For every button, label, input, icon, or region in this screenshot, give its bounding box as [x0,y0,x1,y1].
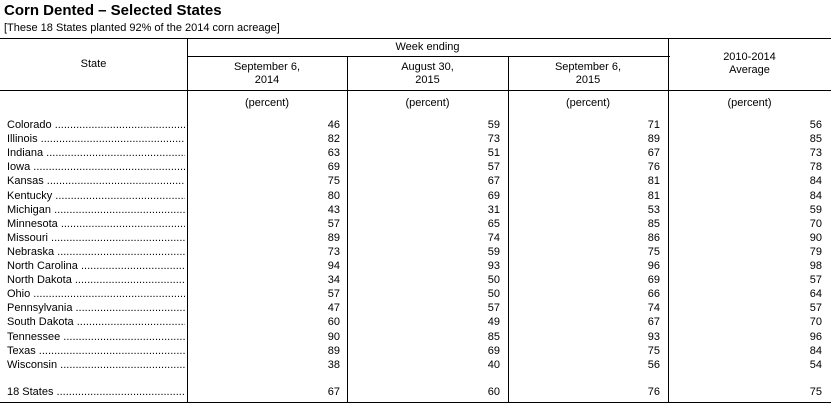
percent-value: 57 [809,302,822,315]
percent-value: 59 [809,203,822,216]
table-row [0,358,831,372]
percent-value: 94 [327,260,340,272]
percent-value: 85 [809,133,822,146]
table-row [0,203,831,217]
state-name: South Dakota ..... [7,315,185,329]
percent-value: 90 [809,231,822,244]
table-row [0,344,831,358]
percent-value: 63 [327,147,340,160]
percent-value: 56 [809,119,822,131]
table-row [0,231,831,245]
state-name: Tennessee ..... [7,330,185,344]
state-name: Kansas ..... [7,174,185,188]
header-col-average: 2010-2014 Average [723,51,776,76]
table-row [0,189,831,203]
percent-value: 89 [647,133,660,146]
percent-value: 69 [327,161,340,174]
percent-value: 81 [647,175,660,188]
table-row [0,273,831,287]
state-name: Missouri ..... [7,231,185,245]
table-row [0,217,831,231]
table-row [0,118,831,132]
state-name: Minnesota ..... [7,217,185,231]
percent-value: 67 [487,175,500,188]
table-row [0,385,831,399]
state-name: Iowa ..... [7,160,185,174]
percent-value: 74 [487,231,500,244]
percent-value: 73 [809,147,822,160]
state-name: Colorado ..... [7,118,185,132]
percent-value: 53 [647,203,660,216]
table-row [0,330,831,344]
header-col-sep6-2015: September 6, 2015 [554,61,622,86]
percent-value: 66 [647,288,660,301]
state-name: Michigan ..... [7,203,185,217]
percent-value: 82 [327,133,340,146]
percent-value: 81 [647,189,660,202]
unit-label: (percent) [244,97,290,109]
table-row [0,174,831,188]
percent-value: 57 [327,217,340,230]
percent-value: 80 [327,189,340,202]
table-row [0,132,831,146]
percent-value: 73 [327,245,340,258]
percent-value: 31 [487,203,500,216]
percent-value: 70 [809,217,822,230]
header-col-sep6-2014: September 6, 2014 [233,61,301,86]
percent-value: 89 [327,344,340,357]
percent-value: 57 [327,288,340,301]
percent-value: 75 [647,245,660,258]
bottom-rule [0,402,831,403]
percent-value: 56 [647,358,660,371]
table-title: Corn Dented – Selected States [4,2,222,19]
percent-value: 57 [487,161,500,174]
table-row [0,287,831,301]
week-ending-rule [187,56,670,57]
percent-value: 46 [327,119,340,131]
percent-value: 69 [487,344,500,357]
percent-value: 93 [487,260,500,272]
unit-label: (percent) [565,97,611,109]
percent-value: 59 [487,245,500,258]
state-name: Illinois ..... [7,132,185,146]
percent-value: 67 [647,147,660,160]
percent-value: 43 [327,203,340,216]
state-name: Kentucky ..... [7,189,185,203]
percent-value: 76 [647,161,660,174]
state-name: Pennsylvania ..... [7,301,185,315]
header-week-ending: Week ending [395,41,460,53]
header-col-aug30-2015: August 30, 2015 [401,61,454,86]
percent-value: 51 [487,147,500,160]
table-row [0,301,831,315]
percent-value: 78 [809,161,822,174]
table-row [0,146,831,160]
percent-value: 74 [647,302,660,315]
percent-value: 84 [809,175,822,188]
percent-value: 67 [327,386,340,398]
percent-value: 85 [647,217,660,230]
percent-value: 64 [809,288,822,301]
percent-value: 84 [809,344,822,357]
state-name: Texas ..... [7,344,185,358]
percent-value: 90 [327,330,340,343]
percent-value: 67 [647,316,660,329]
percent-value: 57 [809,274,822,287]
percent-value: 85 [487,330,500,343]
percent-value: 93 [647,330,660,343]
percent-value: 50 [487,288,500,301]
percent-value: 69 [647,274,660,287]
percent-value: 70 [809,316,822,329]
percent-value: 40 [487,358,500,371]
percent-value: 57 [487,302,500,315]
percent-value: 47 [327,302,340,315]
unit-label: (percent) [727,97,772,109]
percent-value: 75 [647,344,660,357]
percent-value: 38 [327,358,340,371]
percent-value: 49 [487,316,500,329]
percent-value: 84 [809,189,822,202]
percent-value: 98 [809,260,822,272]
header-state: State [80,58,107,70]
table-subtitle: [These 18 States planted 92% of the 2014 corn acreage] [4,22,280,34]
state-name: 18 States ..... [7,385,185,399]
unit-label: (percent) [405,97,450,109]
table-row [0,315,831,329]
state-name: North Carolina ..... [7,259,185,273]
percent-value: 75 [327,175,340,188]
percent-value: 69 [487,189,500,202]
state-name: Ohio ..... [7,287,185,301]
percent-value: 59 [487,119,500,131]
percent-value: 71 [647,119,660,131]
state-name: Wisconsin ..... [7,358,185,372]
percent-value: 73 [487,133,500,146]
percent-value: 50 [487,274,500,287]
percent-value: 75 [809,386,822,398]
state-name: North Dakota ..... [7,273,185,287]
table-row [0,160,831,174]
percent-value: 60 [327,316,340,329]
percent-value: 65 [487,217,500,230]
percent-value: 86 [647,231,660,244]
percent-value: 76 [647,386,660,398]
percent-value: 60 [487,386,500,398]
percent-value: 96 [647,260,660,272]
percent-value: 96 [809,330,822,343]
state-name: Indiana ..... [7,146,185,160]
header-rule [0,90,831,91]
percent-value: 89 [327,231,340,244]
percent-value: 79 [809,245,822,258]
percent-value: 54 [809,358,822,371]
top-rule [0,38,831,39]
table-row [0,245,831,259]
percent-value: 34 [327,274,340,287]
table-row [0,259,831,273]
state-name: Nebraska ..... [7,245,185,259]
